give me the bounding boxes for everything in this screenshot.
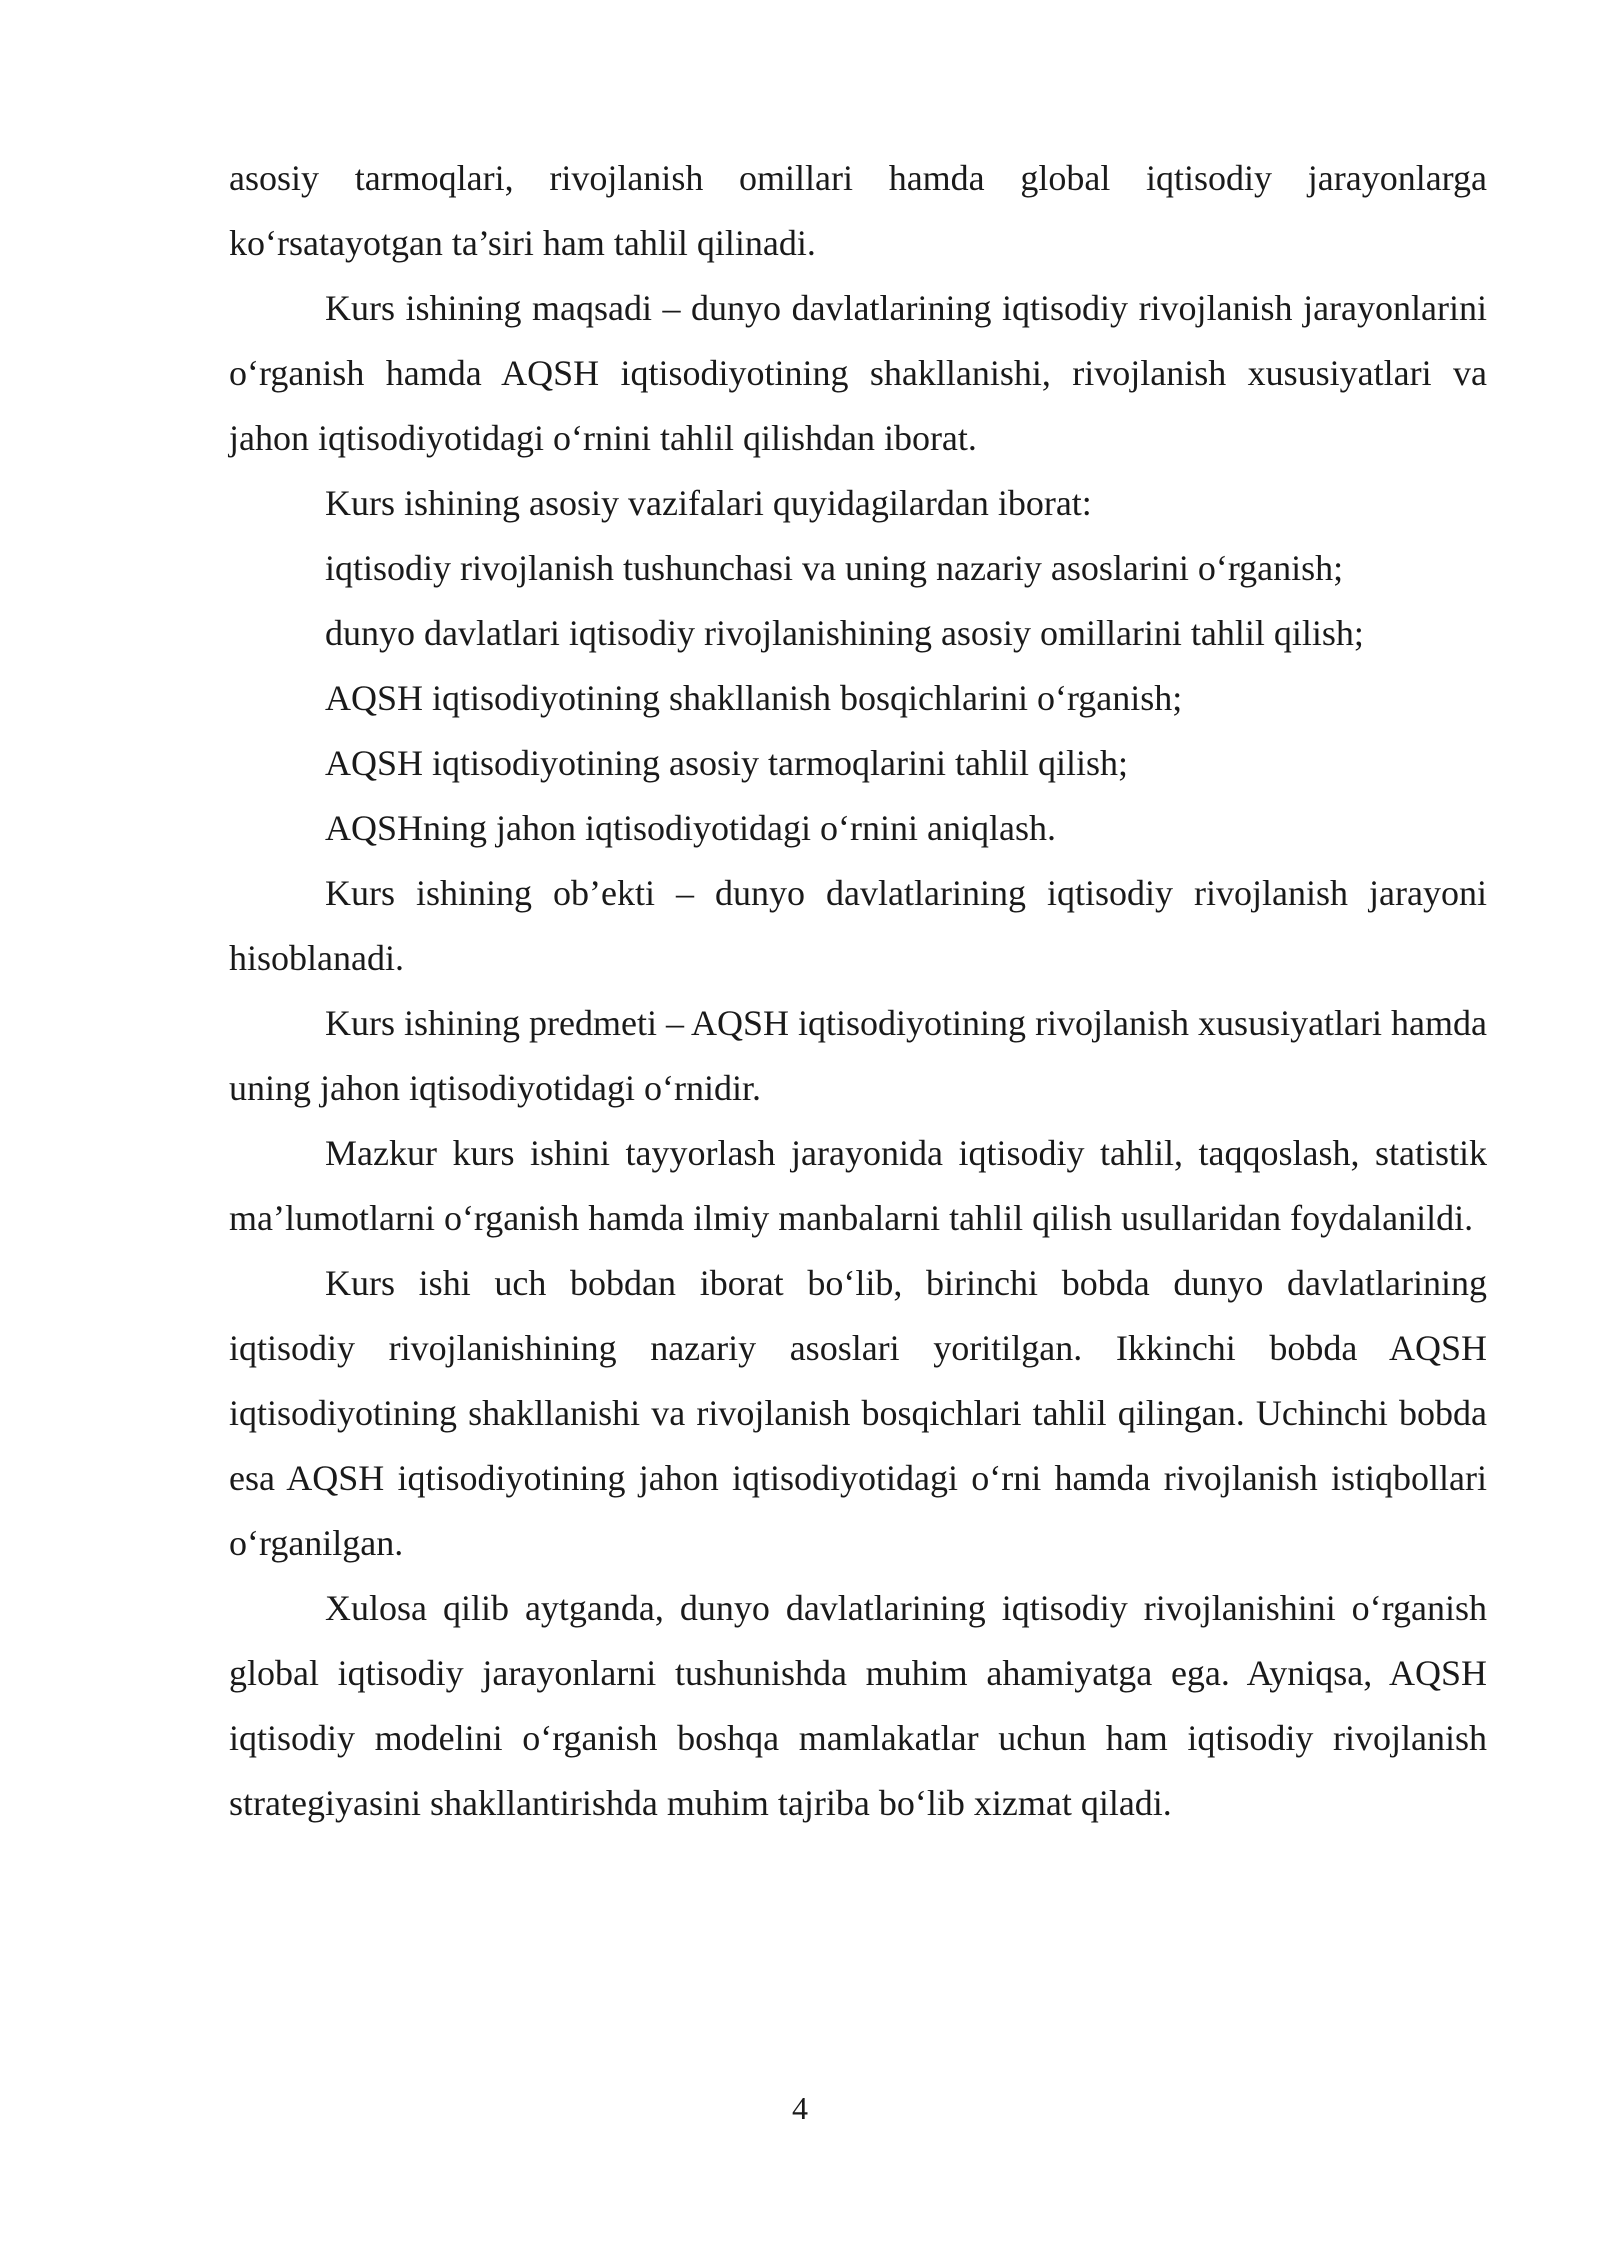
paragraph-goal: Kurs ishining maqsadi – dunyo davlatlarining iqtisodiy rivojlanish jarayonlarini o‘rganish hamda AQSH iqtisodiyotining shakllanishi, rivojlanish xususiyatlari va jahon iqtisodiyotidagi o‘rnini tahlil qilishdan iborat.: [229, 288, 1487, 458]
paragraph-continuation: asosiy tarmoqlari, rivojlanish omillari hamda global iqtisodiy jarayonlarga ko‘rsatayotgan ta’siri ham tahlil qilinadi.: [229, 158, 1487, 263]
task-item-5: AQSHning jahon iqtisodiyotidagi o‘rnini aniqlash.: [325, 808, 1056, 848]
paragraph-methods: Mazkur kurs ishini tayyorlash jarayonida iqtisodiy tahlil, taqqoslash, statistik ma’lumotlarni o‘rganish hamda ilmiy manbalarni tahlil qilish usullaridan foydalanildi.: [229, 1133, 1487, 1238]
paragraph-subject: Kurs ishining predmeti – AQSH iqtisodiyotining rivojlanish xususiyatlari hamda uning jahon iqtisodiyotidagi o‘rnidir.: [229, 1003, 1487, 1108]
task-item-3: AQSH iqtisodiyotining shakllanish bosqichlarini o‘rganish;: [325, 678, 1183, 718]
task-item-4: AQSH iqtisodiyotining asosiy tarmoqlarini tahlil qilish;: [325, 743, 1128, 783]
paragraph-conclusion: Xulosa qilib aytganda, dunyo davlatlarining iqtisodiy rivojlanishini o‘rganish global iqtisodiy jarayonlarni tushunishda muhim ahamiyatga ega. Ayniqsa, AQSH iqtisodiy modelini o‘rganish boshqa mamlakatlar uchun ham iqtisodiy rivojlanish strategiyasini shakllantirishda muhim tajriba bo‘lib xizmat qiladi.: [229, 1588, 1487, 1823]
paragraph-structure: Kurs ishi uch bobdan iborat bo‘lib, birinchi bobda dunyo davlatlarining iqtisodiy rivojlanishining nazariy asoslari yoritilgan. Ikkinchi bobda AQSH iqtisodiyotining shakllanishi va rivojlanish bosqichlari tahlil qilingan. Uchinchi bobda esa AQSH iqtisodiyotining jahon iqtisodiyotidagi o‘rni hamda rivojlanish istiqbollari o‘rganilgan.: [229, 1263, 1487, 1563]
paragraph-object: Kurs ishining ob’ekti – dunyo davlatlarining iqtisodiy rivojlanish jarayoni hisoblanadi.: [229, 873, 1487, 978]
task-item-1: iqtisodiy rivojlanish tushunchasi va uning nazariy asoslarini o‘rganish;: [325, 548, 1344, 588]
document-body: [229, 146, 1487, 1836]
page-number: 4: [792, 2090, 808, 2126]
task-item-2: dunyo davlatlari iqtisodiy rivojlanishining asosiy omillarini tahlil qilish;: [325, 613, 1364, 653]
paragraph-tasks-intro: Kurs ishining asosiy vazifalari quyidagilardan iborat:: [325, 483, 1092, 523]
